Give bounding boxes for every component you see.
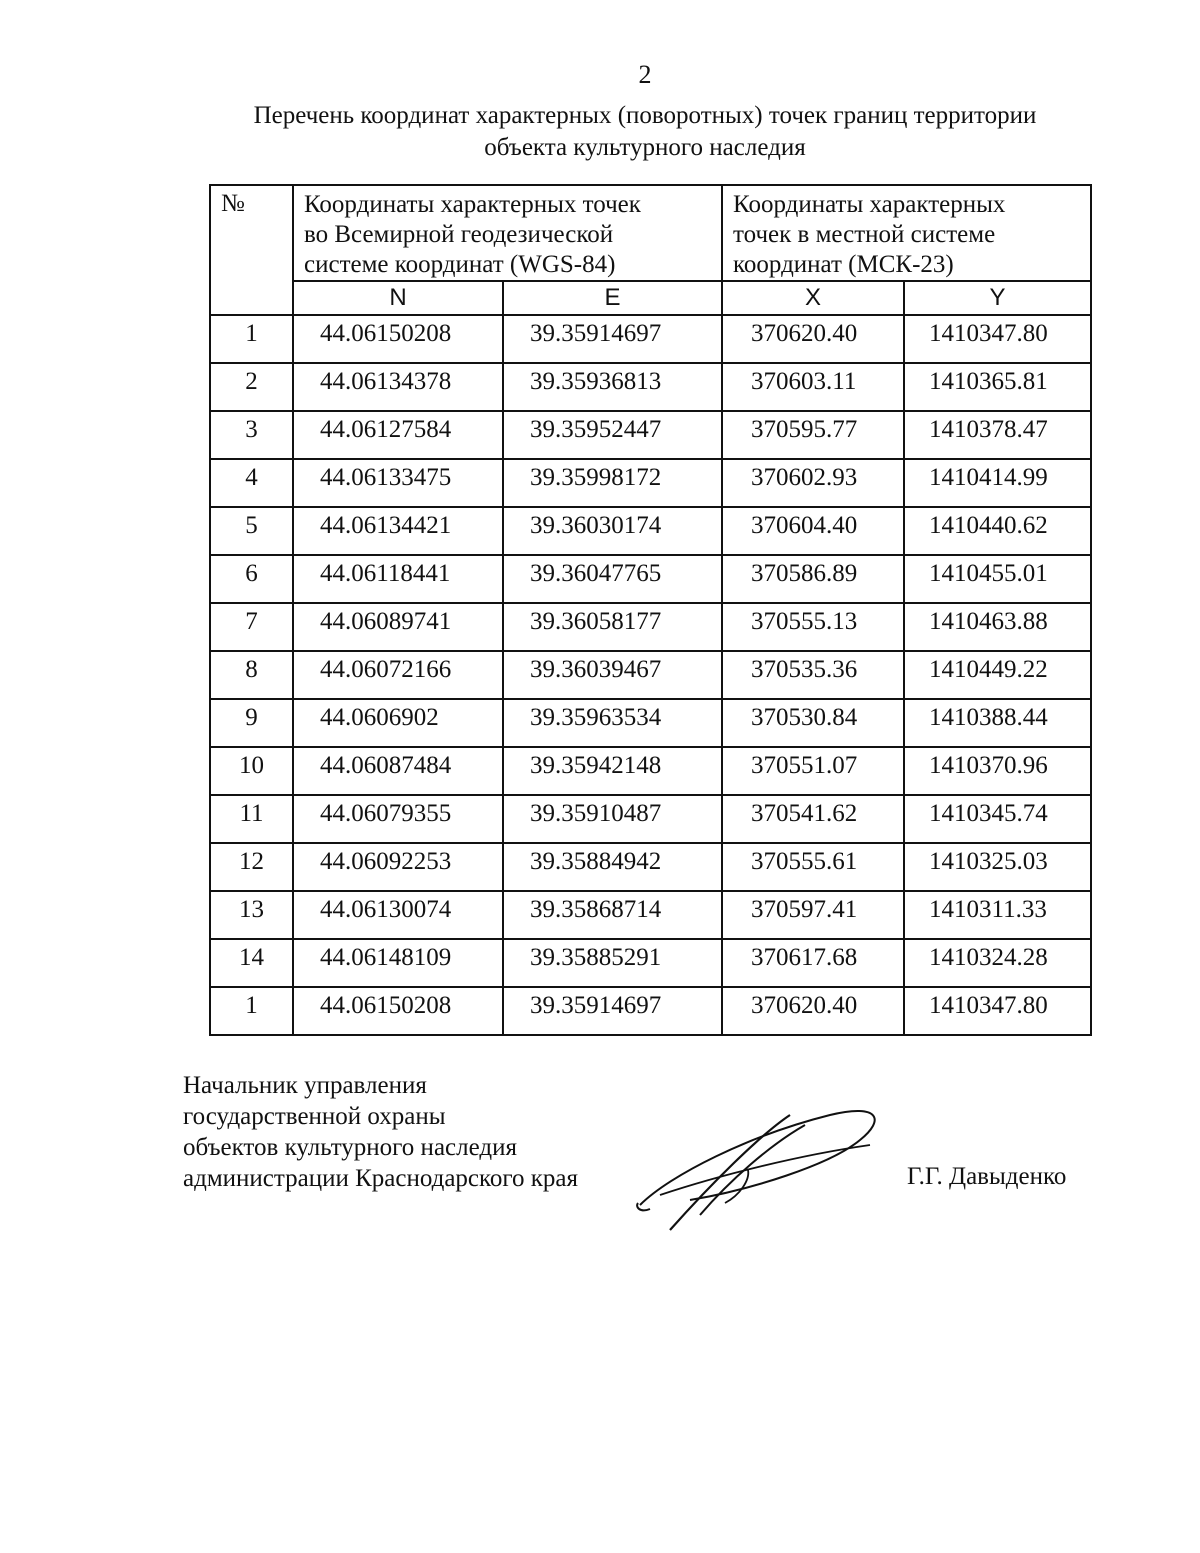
table-row: [210, 315, 1091, 363]
cell-x: 370597.41: [722, 891, 904, 939]
signer-name: Г.Г. Давыденко: [907, 1163, 1067, 1190]
cell-e: 39.36039467: [503, 651, 722, 699]
cell-e: 39.35963534: [503, 699, 722, 747]
table-row: [210, 555, 1091, 603]
cell-num: 3: [210, 411, 293, 459]
table-row: [210, 747, 1091, 795]
cell-y: 1410325.03: [904, 843, 1091, 891]
table-row: [210, 843, 1091, 891]
header-wgs84-line3: системе координат (WGS-84): [304, 251, 616, 278]
cell-x: 370603.11: [722, 363, 904, 411]
cell-num: 14: [210, 939, 293, 987]
cell-e: 39.35914697: [503, 315, 722, 363]
table-row: [210, 411, 1091, 459]
cell-e: 39.35914697: [503, 987, 722, 1035]
header-wgs84-line2: во Всемирной геодезической: [304, 221, 614, 248]
signer-position-line-4: администрации Краснодарского края: [183, 1165, 579, 1192]
cell-y: 1410347.80: [904, 987, 1091, 1035]
cell-num: 7: [210, 603, 293, 651]
cell-e: 39.35942148: [503, 747, 722, 795]
page-number: 2: [638, 60, 652, 89]
cell-x: 370620.40: [722, 315, 904, 363]
cell-n: 44.06118441: [293, 555, 503, 603]
cell-y: 1410370.96: [904, 747, 1091, 795]
header-wgs84: [293, 185, 722, 281]
cell-e: 39.36030174: [503, 507, 722, 555]
table-row: [210, 987, 1091, 1035]
table-row: [210, 459, 1091, 507]
cell-e: 39.35952447: [503, 411, 722, 459]
cell-num: 12: [210, 843, 293, 891]
header-col-x: X: [722, 281, 904, 315]
table-row: [210, 795, 1091, 843]
cell-x: 370551.07: [722, 747, 904, 795]
cell-x: 370586.89: [722, 555, 904, 603]
table-row: [210, 507, 1091, 555]
cell-n: 44.06148109: [293, 939, 503, 987]
header-col-y: Y: [904, 281, 1091, 315]
cell-e: 39.36047765: [503, 555, 722, 603]
cell-x: 370541.62: [722, 795, 904, 843]
header-wgs84-line1: Координаты характерных точек: [304, 191, 641, 218]
table-row: [210, 603, 1091, 651]
cell-x: 370555.61: [722, 843, 904, 891]
cell-y: 1410388.44: [904, 699, 1091, 747]
header-number: №: [210, 185, 293, 315]
cell-y: 1410345.74: [904, 795, 1091, 843]
header-col-n: N: [293, 281, 503, 315]
title-line-2: объекта культурного наследия: [484, 134, 806, 161]
table-row: [210, 699, 1091, 747]
cell-n: 44.06134421: [293, 507, 503, 555]
cell-e: 39.35910487: [503, 795, 722, 843]
cell-n: 44.06127584: [293, 411, 503, 459]
cell-x: 370604.40: [722, 507, 904, 555]
cell-n: 44.06089741: [293, 603, 503, 651]
signer-position-line-2: государственной охраны: [183, 1103, 446, 1130]
title-line-1: Перечень координат характерных (поворотных) точек границ территории: [253, 102, 1037, 129]
header-msk23: [722, 185, 1091, 281]
cell-num: 6: [210, 555, 293, 603]
table-row: [210, 891, 1091, 939]
cell-num: 10: [210, 747, 293, 795]
cell-num: 8: [210, 651, 293, 699]
cell-y: 1410378.47: [904, 411, 1091, 459]
cell-x: 370530.84: [722, 699, 904, 747]
signer-position-line-1: Начальник управления: [183, 1072, 427, 1099]
cell-n: 44.06130074: [293, 891, 503, 939]
cell-n: 44.06092253: [293, 843, 503, 891]
signature-block: [183, 1070, 578, 1194]
cell-num: 9: [210, 699, 293, 747]
cell-y: 1410463.88: [904, 603, 1091, 651]
cell-y: 1410347.80: [904, 315, 1091, 363]
cell-n: 44.06079355: [293, 795, 503, 843]
cell-e: 39.35998172: [503, 459, 722, 507]
cell-n: 44.06150208: [293, 315, 503, 363]
table-subheader-row: [210, 281, 1091, 315]
cell-n: 44.06133475: [293, 459, 503, 507]
header-col-e: E: [503, 281, 722, 315]
cell-n: 44.06150208: [293, 987, 503, 1035]
cell-y: 1410414.99: [904, 459, 1091, 507]
cell-n: 44.06087484: [293, 747, 503, 795]
cell-e: 39.35885291: [503, 939, 722, 987]
cell-e: 39.35868714: [503, 891, 722, 939]
cell-y: 1410440.62: [904, 507, 1091, 555]
cell-x: 370620.40: [722, 987, 904, 1035]
cell-y: 1410449.22: [904, 651, 1091, 699]
table-row: [210, 939, 1091, 987]
header-msk23-line2: точек в местной системе: [733, 221, 996, 248]
cell-num: 2: [210, 363, 293, 411]
cell-num: 1: [210, 315, 293, 363]
cell-e: 39.35884942: [503, 843, 722, 891]
cell-num: 11: [210, 795, 293, 843]
header-msk23-line3: координат (МСК-23): [733, 251, 954, 278]
cell-e: 39.36058177: [503, 603, 722, 651]
cell-y: 1410455.01: [904, 555, 1091, 603]
cell-e: 39.35936813: [503, 363, 722, 411]
cell-y: 1410311.33: [904, 891, 1091, 939]
coordinates-table: [209, 184, 1092, 1036]
header-msk23-line1: Координаты характерных: [733, 191, 1006, 218]
cell-y: 1410324.28: [904, 939, 1091, 987]
cell-x: 370535.36: [722, 651, 904, 699]
cell-num: 1: [210, 987, 293, 1035]
cell-x: 370595.77: [722, 411, 904, 459]
document-title: [200, 100, 1090, 164]
cell-x: 370617.68: [722, 939, 904, 987]
table-header-row: [210, 185, 1091, 281]
table-row: [210, 363, 1091, 411]
cell-num: 13: [210, 891, 293, 939]
cell-x: 370555.13: [722, 603, 904, 651]
handwritten-signature: [630, 1095, 890, 1235]
cell-n: 44.06134378: [293, 363, 503, 411]
cell-n: 44.0606902: [293, 699, 503, 747]
cell-x: 370602.93: [722, 459, 904, 507]
cell-y: 1410365.81: [904, 363, 1091, 411]
cell-num: 5: [210, 507, 293, 555]
cell-num: 4: [210, 459, 293, 507]
cell-n: 44.06072166: [293, 651, 503, 699]
signer-position-line-3: объектов культурного наследия: [183, 1134, 517, 1161]
table-row: [210, 651, 1091, 699]
